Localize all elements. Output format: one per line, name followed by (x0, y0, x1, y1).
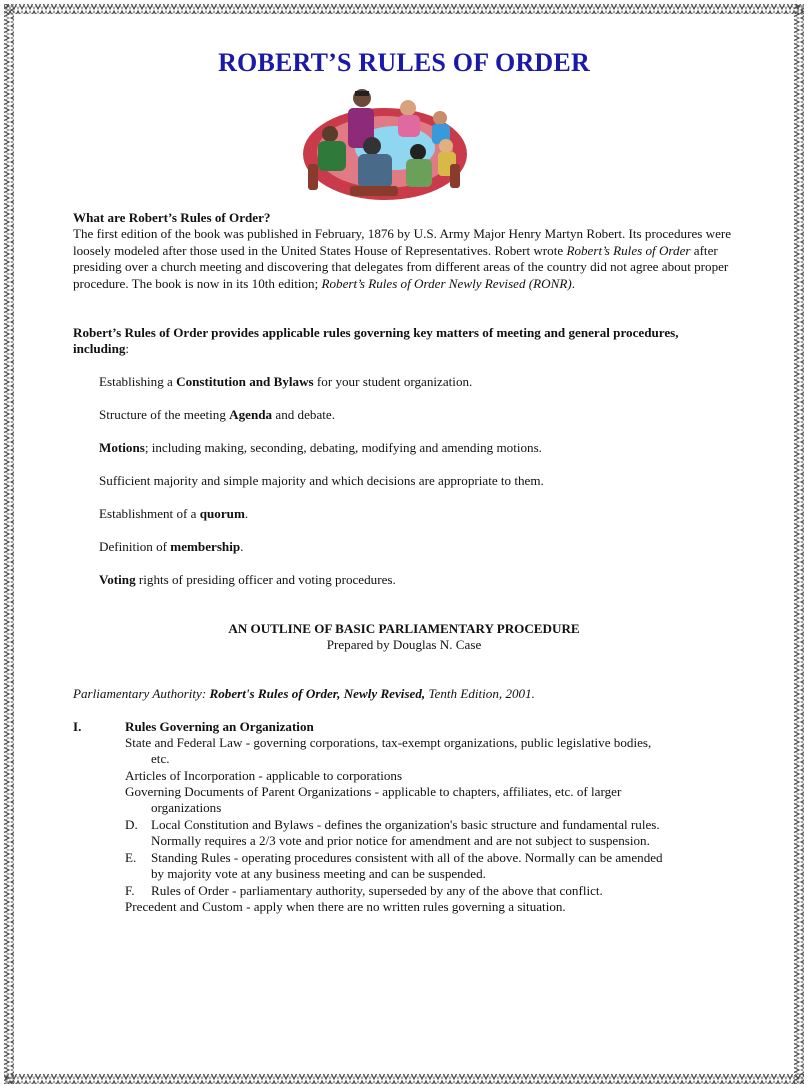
list-item (99, 473, 544, 489)
outline-item-letter: F. (125, 883, 135, 898)
list-item-text: . (240, 539, 244, 554)
page-title: ROBERT’S RULES OF ORDER (218, 48, 590, 77)
list-item-bold: membership (170, 539, 241, 554)
outline-item (125, 784, 721, 817)
list-item-text: Structure of the meeting (99, 407, 230, 422)
list-item-bold: Voting (99, 572, 136, 587)
authority-label: Parliamentary Authority: (73, 686, 210, 701)
outline-item-line: State and Federal Law - governing corporations, tax-exempt organizations, public legislative bodies, (125, 735, 652, 750)
list-item (99, 539, 243, 555)
list-item-bold: quorum (199, 506, 245, 521)
outline-item (125, 768, 721, 784)
list-item-bold: Agenda (229, 407, 273, 422)
parliamentary-authority (73, 686, 733, 702)
list-item-text: Definition of (99, 539, 171, 554)
intro-text-1: The first edition of the book was published in February, 1876 by U.S. Army Major Henry Martyn Robert. Its procedures were loosely modeled after those used in the United States House of Representatives. Robert wrote (73, 226, 732, 258)
outline-heading: AN OUTLINE OF BASIC PARLIAMENTARY PROCEDURE (228, 621, 580, 636)
provides-heading (73, 325, 733, 358)
outline-item-line: Standing Rules - operating procedures consistent with all of the above. Normally can be amended (151, 850, 663, 865)
section-number: I. (73, 719, 82, 734)
intro-text-end: . (571, 275, 575, 291)
outline-item-line: Local Constitution and Bylaws - defines the organization's basic structure and fundamental rules. (151, 817, 660, 832)
intro-heading: What are Robert’s Rules of Order? (73, 210, 271, 225)
outline-item-letter: D. (125, 817, 138, 832)
outline-item-line: organizations (151, 800, 222, 816)
meeting-clipart-icon (300, 86, 470, 206)
outline-item-line: Normally requires a 2/3 vote and prior notice for amendment and are not subject to suspension. (151, 833, 650, 849)
outline-item-line: by majority vote at any business meeting and can be suspended. (151, 866, 486, 882)
outline-item-line: etc. (151, 751, 170, 767)
intro-book-title: Robert’s Rules of Order (566, 242, 691, 258)
intro-text-2: after presiding over a church meeting and discovering that delegates from different areas of the country did not agree about proper procedure. The book is now in its 10th edition; (73, 242, 729, 291)
outline-item (125, 735, 721, 768)
list-item-text: . (244, 506, 249, 521)
list-item-bold: Constitution and Bylaws (176, 374, 314, 389)
outline-item (125, 817, 721, 850)
provides-colon: : (125, 341, 130, 357)
outline-item (125, 850, 721, 883)
outline-subheading: Prepared by Douglas N. Case (326, 637, 482, 652)
list-item-text: rights of presiding officer and voting procedures. (135, 572, 396, 587)
list-item-text: for your student organization. (313, 374, 473, 389)
intro-ronr: Robert’s Rules of Order Newly Revised (RONR) (321, 275, 572, 291)
outline-section (73, 719, 733, 919)
list-item (99, 506, 248, 522)
list-item-text: ; including making, seconding, debating, modifying and amending motions. (144, 440, 542, 455)
outline-item-letter: E. (125, 850, 137, 865)
list-item-text: Sufficient majority and simple majority and which decisions are appropriate to them. (99, 473, 544, 488)
list-item-bold: Motions (99, 440, 145, 455)
list-item (99, 407, 335, 423)
outline-item-line: Governing Documents of Parent Organizations - applicable to chapters, affiliates, etc. of larger (125, 784, 622, 799)
outline-item-line: Articles of Incorporation - applicable to corporations (125, 768, 403, 783)
outline-item-line: Precedent and Custom - apply when there are no written rules governing a situation. (125, 899, 566, 914)
list-item (99, 440, 542, 456)
authority-rest: Tenth Edition, 2001. (425, 686, 535, 701)
list-item-text: Establishment of a (99, 506, 200, 521)
outline-item (125, 883, 721, 899)
provides-heading-text: Robert’s Rules of Order provides applicable rules governing key matters of meeting and general procedures, including (73, 325, 679, 357)
section-title: Rules Governing an Organization (125, 719, 314, 734)
list-item-text: and debate. (272, 407, 336, 422)
outline-item-line: Rules of Order - parliamentary authority, superseded by any of the above that conflict. (151, 883, 603, 898)
outline-item (125, 899, 721, 915)
intro-paragraph (73, 226, 733, 292)
list-item (99, 572, 396, 588)
intro-section (73, 210, 733, 292)
list-item-text: Establishing a (99, 374, 177, 389)
list-item (99, 374, 472, 390)
authority-title: Robert's Rules of Order, Newly Revised, (209, 686, 426, 701)
